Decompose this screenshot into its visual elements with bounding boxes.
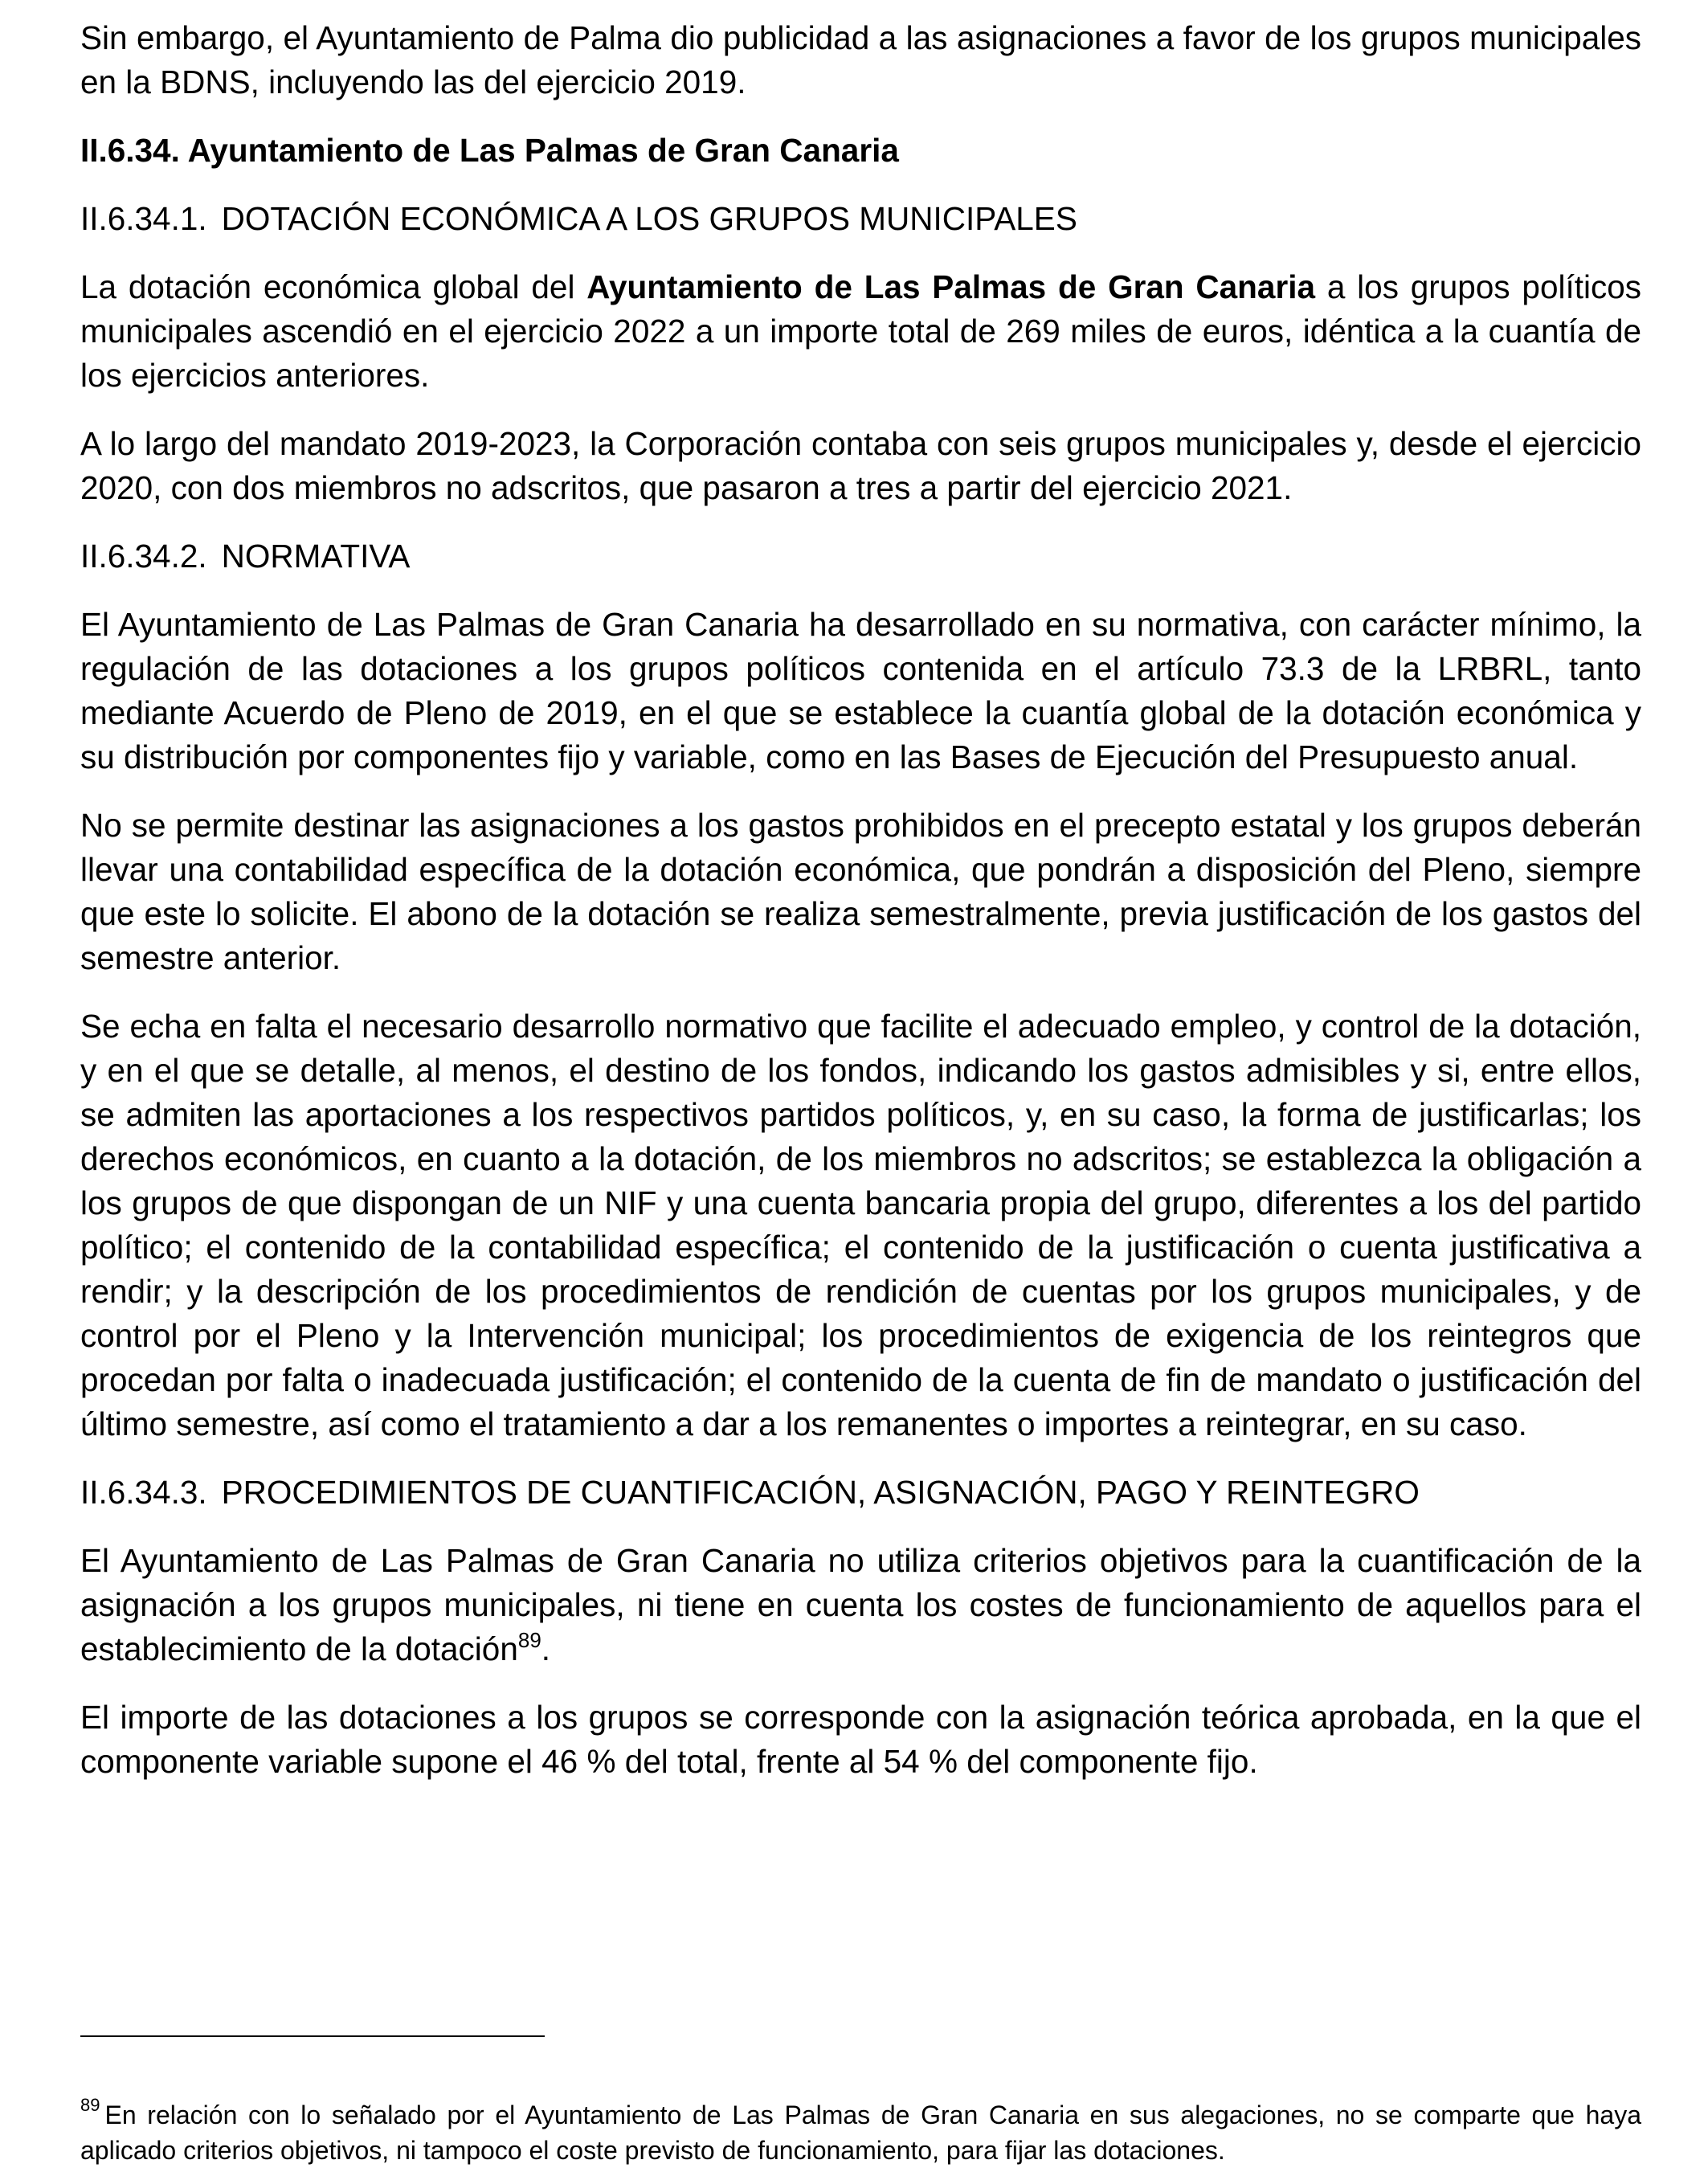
footnote (80, 2097, 1641, 2168)
subsection-heading-1 (80, 197, 1641, 241)
paragraph-importe: El importe de las dotaciones a los grupos se corresponde con la asignación teórica aprobada, en la que el componente variable supone el 46 % del total, frente al 54 % del componente fijo. (80, 1699, 1641, 1780)
footnote-separator (80, 2035, 545, 2037)
paragraph-text-end: . (541, 1630, 551, 1667)
subsection-number: II.6.34.3. (80, 1474, 207, 1511)
subsection-title: NORMATIVA (221, 538, 411, 575)
paragraph-text: a los grupos políticos municipales ascendió en el ejercicio 2022 a un importe total de 269 miles de euros, idéntica a la cuantía de los ejercicios anteriores. (80, 268, 1641, 394)
subsection-title: DOTACIÓN ECONÓMICA A LOS GRUPOS MUNICIPALES (221, 200, 1077, 237)
paragraph-dotacion-global (80, 265, 1641, 398)
paragraph-criterios (80, 1539, 1641, 1671)
subsection-heading-2 (80, 534, 1641, 579)
footnote-reference[interactable]: 89 (517, 1627, 541, 1652)
footnote-text: En relación con lo señalado por el Ayuntamiento de Las Palmas de Gran Canaria en sus alegaciones, no se comparte que haya aplicado criterios objetivos, ni tampoco el coste previsto de funcionamiento, para fijar las dotaciones. (80, 2101, 1641, 2165)
paragraph-text: La dotación económica global del (80, 268, 587, 305)
paragraph-normativa-gastos: No se permite destinar las asignaciones a los gastos prohibidos en el precepto estatal y los grupos deberán llevar una contabilidad específica de la dotación económica, que pondrán a disposición del Pleno, siempre que este lo solicite. El abono de la dotación se realiza semestralmente, previa justificación de los gastos del semestre anterior. (80, 807, 1641, 976)
section-heading: II.6.34. Ayuntamiento de Las Palmas de Gran Canaria (80, 132, 899, 169)
emphasis-entity-name: Ayuntamiento de Las Palmas de Gran Canaria (586, 268, 1315, 305)
subsection-title: PROCEDIMIENTOS DE CUANTIFICACIÓN, ASIGNACIÓN, PAGO Y REINTEGRO (221, 1474, 1420, 1511)
paragraph-normativa-falta: Se echa en falta el necesario desarrollo normativo que facilite el adecuado empleo, y control de la dotación, y en el que se detalle, al menos, el destino de los fondos, indicando los gastos admisibles y si, entre ellos, se admiten las aportaciones a los respectivos partidos políticos, y, en su caso, la forma de justificarlas; los derechos económicos, en cuanto a la dotación, de los miembros no adscritos; se establezca la obligación a los grupos de que dispongan de un NIF y una cuenta bancaria propia del grupo, diferentes a los del partido político; el contenido de la contabilidad específica; el contenido de la justificación o cuenta justificativa a rendir; y la descripción de los procedimientos de rendición de cuentas por los grupos municipales, y de control por el Pleno y la Intervención municipal; los procedimientos de exigencia de los reintegros que procedan por falta o inadecuada justificación; el contenido de la cuenta de fin de mandato o justificación del último semestre, así como el tratamiento a dar a los remanentes o importes a reintegrar, en su caso. (80, 1008, 1641, 1442)
intro-paragraph: Sin embargo, el Ayuntamiento de Palma dio publicidad a las asignaciones a favor de los grupos municipales en la BDNS, incluyendo las del ejercicio 2019. (80, 19, 1641, 100)
subsection-heading-3 (80, 1471, 1641, 1515)
subsection-number: II.6.34.2. (80, 538, 207, 575)
subsection-number: II.6.34.1. (80, 200, 207, 237)
document-page (80, 16, 1641, 1808)
paragraph-text: El Ayuntamiento de Las Palmas de Gran Canaria no utiliza criterios objetivos para la cuantificación de la asignación a los grupos municipales, ni tiene en cuenta los costes de funcionamiento de aquellos para el establecimiento de la dotación (80, 1542, 1641, 1667)
footnote-number: 89 (80, 2095, 100, 2116)
paragraph-normativa-desarrollo: El Ayuntamiento de Las Palmas de Gran Canaria ha desarrollado en su normativa, con carácter mínimo, la regulación de las dotaciones a los grupos políticos contenida en el artículo 73.3 de la LRBRL, tanto mediante Acuerdo de Pleno de 2019, en el que se establece la cuantía global de la dotación económica y su distribución por componentes fijo y variable, como en las Bases de Ejecución del Presupuesto anual. (80, 606, 1641, 775)
paragraph-mandato: A lo largo del mandato 2019-2023, la Corporación contaba con seis grupos municipales y, desde el ejercicio 2020, con dos miembros no adscritos, que pasaron a tres a partir del ejercicio 2021. (80, 425, 1641, 506)
